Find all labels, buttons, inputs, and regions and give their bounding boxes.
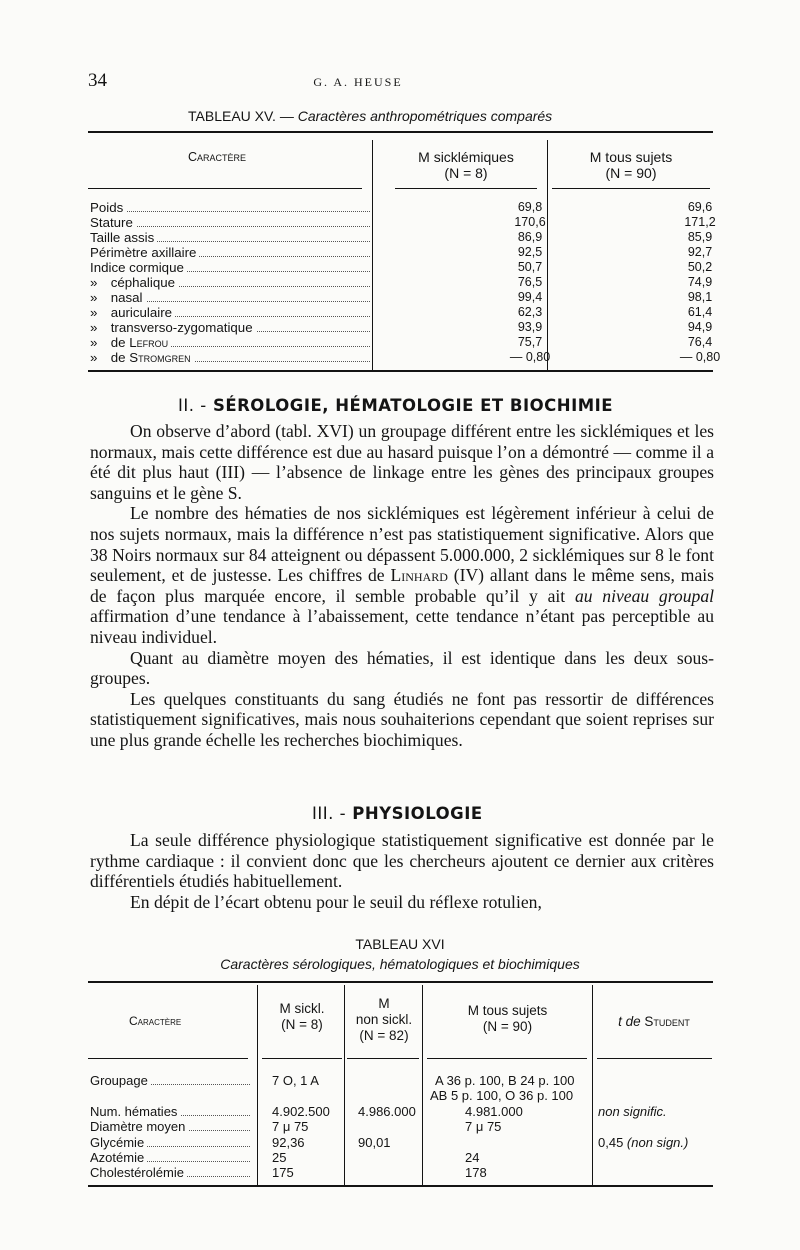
row-label-text: Azotémie [90, 1150, 147, 1165]
row-label [90, 305, 370, 320]
value-all: 92,7 [687, 245, 713, 259]
value-sick: 25 [272, 1150, 287, 1165]
section3-text [90, 830, 714, 912]
table16-col-sick: M sickl. (N = 8) [279, 1001, 325, 1032]
value-all: 171,2 [684, 215, 716, 229]
author-name: Linhard [390, 565, 448, 586]
value-sick: 50,7 [517, 260, 543, 274]
value-all: 4.981.000 [465, 1104, 523, 1119]
value-all: 7 μ 75 [465, 1119, 502, 1134]
value-sick: 62,3 [517, 305, 543, 319]
row-label-text: Glycémie [90, 1135, 147, 1150]
value-all: A 36 p. 100, B 24 p. 100 [435, 1073, 575, 1088]
section2-heading: II. - SÉROLOGIE, HÉMATOLOGIE ET BIOCHIMIE [178, 396, 614, 415]
table15-title: Caractères anthropométriques comparés [297, 108, 553, 124]
table16-col-student: t de Student [618, 1014, 690, 1029]
value-sick: 7 O, 1 A [272, 1073, 319, 1088]
row-label-text: Groupage [90, 1073, 151, 1088]
value-all: 61,4 [687, 305, 713, 319]
value-student: non signific. [598, 1104, 667, 1119]
table16-col-nonsick: M non sickl. (N = 82) [355, 996, 413, 1043]
value-all: AB 5 p. 100, O 36 p. 100 [430, 1088, 574, 1103]
paragraph: On observe d’abord (tabl. XVI) un groupage différent entre les sicklémiques et les normaux, mais cette différence est due au hasard puisque l’on a démontré — comme il a été dit plus haut (III) — l’absence de linkage entre les gènes des principaux groupes sanguins et le gène S. [90, 421, 714, 503]
table-row [90, 290, 713, 305]
table-row [90, 305, 713, 320]
value-sick: 170,6 [514, 215, 546, 229]
row-label [90, 1150, 250, 1165]
value-all: 24 [465, 1150, 480, 1165]
paragraph: Quant au diamètre moyen des hématies, il est identique dans les deux sous-groupes. [90, 647, 714, 689]
row-label-text: Stature [90, 215, 136, 230]
table15-header-rule [552, 188, 710, 189]
row-label [90, 230, 370, 245]
emphasis: au niveau groupal [574, 585, 715, 606]
table16-header-rule [262, 1058, 342, 1059]
table16-col-all: M tous sujets (N = 90) [467, 1003, 548, 1034]
table-row [90, 260, 713, 275]
row-label [90, 1135, 250, 1150]
value-sick: 4.902.500 [272, 1104, 330, 1119]
table16-header-rule [597, 1058, 712, 1059]
value-sick: 7 μ 75 [272, 1119, 309, 1134]
value-all: 85,9 [687, 230, 713, 244]
table15-header-rule [88, 188, 362, 189]
row-label-text: Périmètre axillaire [90, 245, 199, 260]
table15-header-rule [395, 188, 537, 189]
row-label-text: Taille assis [90, 230, 157, 245]
section2-text [90, 421, 714, 751]
row-label [90, 260, 370, 275]
value-sick: 93,9 [517, 320, 543, 334]
table16-top-rule [88, 981, 713, 983]
value-sick: 92,36 [272, 1135, 305, 1150]
value-nonsick: 90,01 [358, 1135, 391, 1150]
row-label [90, 335, 370, 350]
table15-body [90, 200, 721, 370]
table15-caption: TABLEAU XV. — Caractères anthropométriques comparés [188, 108, 553, 124]
row-label-text: » de Stromgren [90, 350, 194, 365]
value-all: 74,9 [687, 275, 713, 289]
value-nonsick: 4.986.000 [358, 1104, 416, 1119]
row-label-text: » auriculaire [90, 305, 175, 320]
table-row [90, 335, 713, 350]
row-label [90, 350, 370, 365]
table15-top-rule [88, 131, 713, 133]
paragraph: Les quelques constituants du sang étudiés ne font pas ressortir de différences statistiquement significatives, mais nous souhaiterions cependant que soient reprises sur une plus grande échelle les recherches biochimiques. [90, 688, 714, 750]
table16-header-rule [347, 1058, 419, 1059]
table16-body [90, 1073, 712, 1185]
table-row [90, 245, 713, 260]
row-label [90, 200, 370, 215]
row-label-text: » de Lefrou [90, 335, 171, 350]
table15-col-caractere: Caractère [188, 150, 247, 164]
value-sick: — 0,80 [509, 350, 551, 364]
table15-label: TABLEAU XV. [188, 108, 276, 124]
value-sick: 69,8 [517, 200, 543, 214]
row-label-text: » transverso-zygomatique [90, 320, 256, 335]
value-all: 178 [465, 1165, 487, 1180]
row-label-text: Diamètre moyen [90, 1119, 188, 1134]
table16-header-rule [427, 1058, 587, 1059]
value-sick: 86,9 [517, 230, 543, 244]
page-number: 34 [88, 70, 107, 91]
value-student: 0,45 (non sign.) [598, 1135, 689, 1150]
table16-col-caractere: Caractère [129, 1014, 182, 1028]
paragraph: La seule différence physiologique statistiquement significative est donnée par le rythme cardiaque : il convient donc que les chercheurs ajoutent ce dernier aux critères différentiels étudiés habituellement. [90, 830, 714, 892]
table-row [90, 230, 713, 245]
value-sick: 76,5 [517, 275, 543, 289]
value-sick: 75,7 [517, 335, 543, 349]
value-all: 94,9 [687, 320, 713, 334]
row-label [90, 215, 370, 230]
row-label [90, 245, 370, 260]
table15-col-all: M tous sujets (N = 90) [589, 149, 673, 181]
paragraph: En dépit de l’écart obtenu pour le seuil du réflexe rotulien, [130, 891, 542, 912]
table-row [90, 215, 716, 230]
value-all: 98,1 [687, 290, 713, 304]
section3-heading: III. - PHYSIOLOGIE [312, 804, 483, 823]
row-label-text: Cholestérolémie [90, 1165, 187, 1180]
paragraph: Le nombre des hématies de nos sicklémiques est légèrement inférieur à celui de nos sujets normaux, mais la différence n’est pas statistiquement significative. Alors que 38 Noirs normaux sur 84 atteignent ou dépassent 5.000.000, 2 sicklémiques sur 8 le font seulement, et de justesse. Les chiffres de Linhard (IV) allant dans le même sens, mais de façon plus marquée encore, il semble probable qu’il y ait au niveau groupal affirmation d’une tendance à l’abaissement, cette tendance n’étant pas perceptible au niveau individuel. [90, 503, 715, 647]
row-label [90, 1073, 250, 1088]
row-label [90, 1119, 250, 1134]
row-label-text: Poids [90, 200, 126, 215]
table16-bottom-rule [88, 1185, 713, 1187]
table15-col-sick: M sicklémiques (N = 8) [418, 149, 514, 181]
table16-title: Caractères sérologiques, hématologiques et biochimiques [220, 956, 580, 972]
table-row [90, 350, 721, 365]
value-all: — 0,80 [679, 350, 721, 364]
dot-leader [90, 211, 370, 212]
running-head: G. A. HEUSE [313, 75, 403, 89]
value-all: 76,4 [687, 335, 713, 349]
row-label-text: » nasal [90, 290, 146, 305]
table15-bottom-rule [88, 370, 713, 372]
row-label-text: Num. hématies [90, 1104, 180, 1119]
table16-header-rule [88, 1058, 248, 1059]
value-sick: 175 [272, 1165, 294, 1180]
table-row [90, 200, 713, 215]
value-all: 69,6 [687, 200, 713, 214]
row-label [90, 290, 370, 305]
row-label [90, 1104, 250, 1119]
value-sick: 99,4 [517, 290, 543, 304]
value-all: 50,2 [687, 260, 713, 274]
row-label [90, 320, 370, 335]
table-row [90, 320, 713, 335]
row-label-text: Indice cormique [90, 260, 187, 275]
table16-label: TABLEAU XVI [355, 936, 445, 952]
value-sick: 92,5 [517, 245, 543, 259]
row-label [90, 1165, 250, 1180]
row-label [90, 275, 370, 290]
page-header [88, 70, 628, 94]
table-row [90, 275, 713, 290]
row-label-text: » céphalique [90, 275, 178, 290]
